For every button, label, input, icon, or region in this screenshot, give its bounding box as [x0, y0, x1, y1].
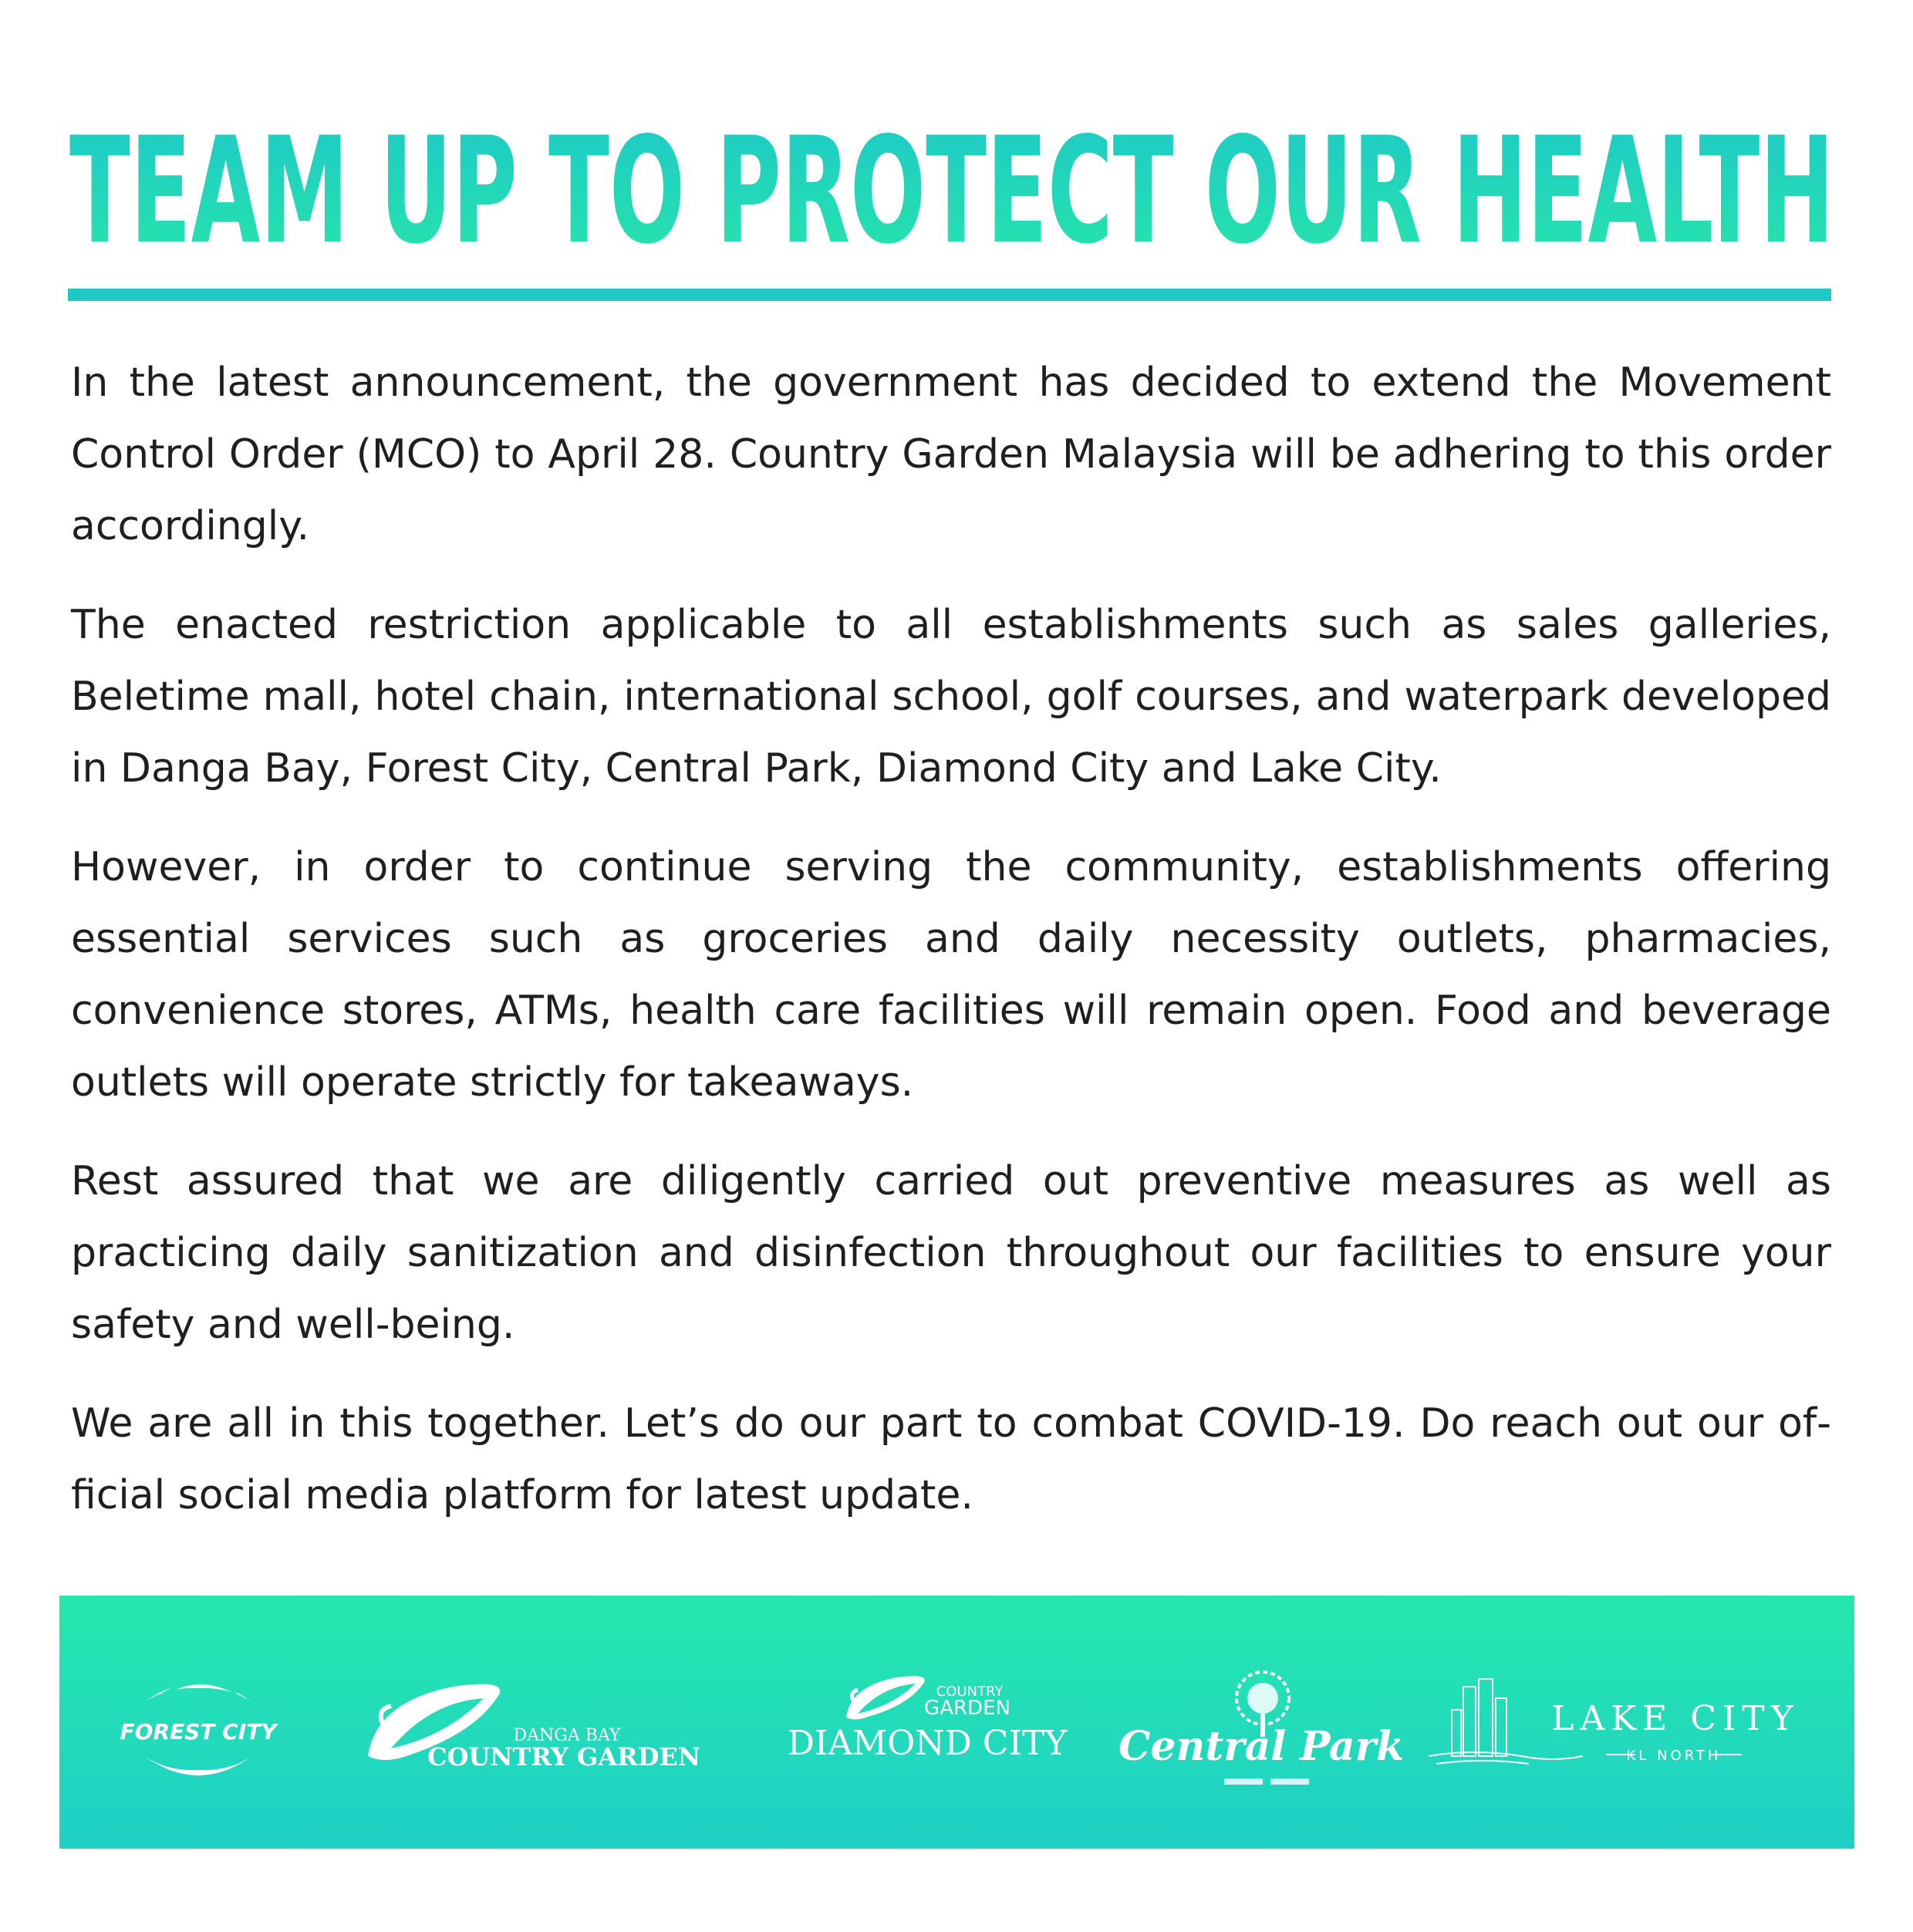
paragraph-preventive-measures: Rest assured that we are diligently carried out preventive measures as well as practicing daily sanitization and disinfection throughout our facilities to ensure your safety and well-being. — [71, 1158, 1831, 1348]
title-underline — [68, 289, 1831, 301]
danga-bay-text: DANGA BAY — [513, 1726, 621, 1745]
forest-city-text: FOREST CITY — [120, 1719, 277, 1745]
forest-city-logo — [121, 1671, 275, 1787]
central-park-logo — [1118, 1669, 1405, 1800]
page-title-text: TEAM UP TO PROTECT OUR HEALTH — [69, 116, 1834, 262]
danga-bay-country-garden-logo — [360, 1679, 700, 1779]
paragraph-extension: In the latest announcement, the government has decided to extend the Movement Control Order (MCO) to April 28. Country Garden Malaysia will be adhering to this order accordingly. — [71, 360, 1831, 549]
paragraph-restriction: The enacted restriction applicable to all establishments such as sales galleries, Beletime mall, hotel chain, international school, golf courses, and waterpark developed in Danga Bay, Forest City, Central Park, Diamond City and Lake City. — [71, 602, 1831, 792]
page-title — [69, 116, 1844, 262]
kl-north-text: KL NORTH — [1626, 1748, 1722, 1764]
diamond-city-logo — [781, 1671, 1089, 1779]
announcement-body — [71, 347, 1831, 1559]
diamond-city-text: DIAMOND CITY — [787, 1724, 1068, 1763]
brand-logo-banner — [59, 1596, 1854, 1849]
paragraph-together: We are all in this together. Let’s do our part to combat COVID-19. Do reach out our official social media platform for latest update. — [71, 1400, 1831, 1518]
diamond-garden-text: GARDEN — [924, 1697, 1010, 1720]
central-park-text: Central Park — [1118, 1723, 1405, 1770]
diamond-country-text: COUNTRY — [936, 1684, 1004, 1700]
lake-city-logo — [1429, 1679, 1800, 1779]
paragraph-essential-services: However, in order to continue serving the community, establishments offering essential services such as groceries and daily necessity outlets, pharmacies, convenience stores, ATMs, health care facilities will remain open. Food and beverage outlets will operate strictly for takeaways. — [71, 844, 1831, 1106]
lake-city-text: LAKE CITY — [1551, 1699, 1800, 1738]
danga-bay-country-garden-text: COUNTRY GARDEN — [427, 1742, 701, 1772]
